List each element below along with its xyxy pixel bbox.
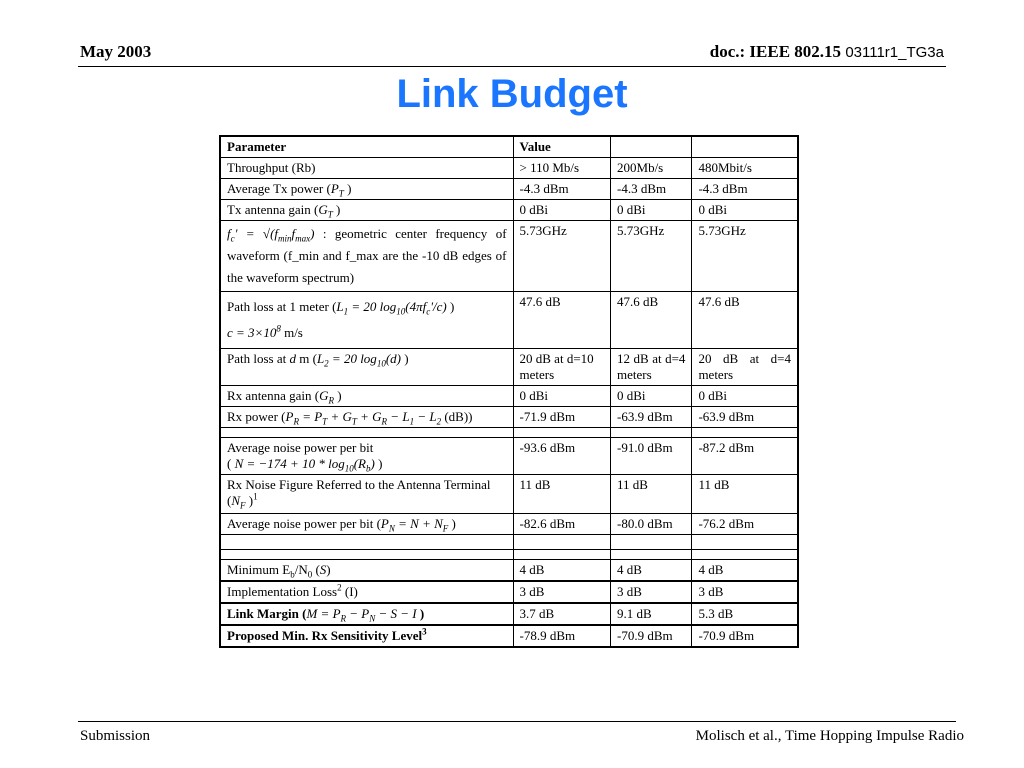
value-cell: -63.9 dBm (692, 407, 798, 428)
param-cell: Average Tx power ($P_T$ ) (220, 179, 513, 200)
value-cell: -78.9 dBm (513, 625, 611, 647)
header-rule (78, 66, 946, 67)
col-header-parameter: Parameter (220, 136, 513, 158)
table-row (220, 349, 798, 386)
param-cell: Tx antenna gain ($G_T$ ) (220, 200, 513, 221)
value-cell: 4 dB (611, 560, 692, 582)
param-cell: $f_c' = √(f_{min}f_{max})$ : geometric center frequency of waveform (f_min and f_max are the -10 dB edges of the waveform spectrum) (220, 221, 513, 292)
table-row (220, 625, 798, 647)
value-cell: 9.1 dB (611, 603, 692, 625)
param-cell: Throughput (Rb) (220, 158, 513, 179)
value-cell: 4 dB (692, 560, 798, 582)
table-row (220, 221, 798, 292)
param-cell: Average noise power per bit ( $N = -174 + 10 * \log_{10}(R_b)$ ) (220, 438, 513, 475)
value-cell: 3 dB (692, 581, 798, 603)
table-row (220, 292, 798, 349)
spacer-row (220, 535, 798, 550)
value-cell: 47.6 dB (611, 292, 692, 349)
value-cell: 3 dB (611, 581, 692, 603)
param-cell: Path loss at d m ($L_2 = 20$ $\log_{10}(d)$ ) (220, 349, 513, 386)
value-cell: > 110 Mb/s (513, 158, 611, 179)
math-expr: $L_2 = 20$ $\log_{10}(d)$ (316, 351, 401, 369)
table-row (220, 386, 798, 407)
value-cell: -76.2 dBm (692, 514, 798, 535)
value-cell: 47.6 dB (513, 292, 611, 349)
table-row (220, 514, 798, 535)
value-cell: 5.73GHz (513, 221, 611, 292)
math-note: $c = 3\times 10^8$ (227, 323, 281, 340)
param-cell: Implementation Loss$^2$ (I) (220, 581, 513, 603)
col-header-empty-1 (611, 136, 692, 158)
link-budget-table (219, 135, 799, 648)
footer-submission: Submission (80, 728, 151, 744)
param-cell: Proposed Min. Rx Sensitivity Level$^3$ (220, 625, 513, 647)
value-cell: 0 dBi (692, 386, 798, 407)
value-cell: 20 dB at d=4 meters (692, 349, 798, 386)
table-row (220, 179, 798, 200)
table-row (220, 560, 798, 582)
value-cell: 5.73GHz (611, 221, 692, 292)
doc-label: doc.: IEEE 802.15 (709, 42, 842, 61)
param-cell: Rx power ($P_R = P_T + G_T + G_R - L_1 - L_2$ (dB)) (220, 407, 513, 428)
math-expr: $M = P_R - P_N - S - I$ (306, 606, 417, 624)
value-cell: 11 dB (513, 475, 611, 514)
value-cell: 11 dB (692, 475, 798, 514)
spacer-row (220, 428, 798, 438)
value-cell: 0 dBi (611, 386, 692, 407)
value-cell: 480Mbit/s (692, 158, 798, 179)
value-cell: 0 dBi (513, 386, 611, 407)
slide-title: Link Budget (396, 72, 628, 116)
footer-rule (78, 721, 956, 722)
header-doc-id (710, 42, 944, 62)
value-cell: 5.73GHz (692, 221, 798, 292)
table-row (220, 603, 798, 625)
table-row (220, 200, 798, 221)
value-cell: -70.9 dBm (611, 625, 692, 647)
table-header-row (220, 136, 798, 158)
value-cell: -4.3 dBm (611, 179, 692, 200)
param-cell: Rx Noise Figure Referred to the Antenna Terminal ($N_F$ )$^1$ (220, 475, 513, 514)
param-cell: Average noise power per bit ($P_N = N + N_F$ ) (220, 514, 513, 535)
param-cell: Minimum $E_b/N_0$ (S) (220, 560, 513, 582)
math-expr: $N_F$ (231, 493, 246, 511)
value-cell: 3.7 dB (513, 603, 611, 625)
math-expr: $P_N = N + N_F$ (380, 516, 449, 534)
value-cell: -4.3 dBm (692, 179, 798, 200)
math-expr: $L_1 = 20$ $\log_{10}(4\pi f_c'/c)$ (336, 299, 447, 317)
col-header-empty-2 (692, 136, 798, 158)
math-expr: $P_R = P_T + G_T + G_R - L_1 - L_2$ (285, 409, 442, 427)
table-row (220, 158, 798, 179)
math-expr: $G_T$ (318, 202, 333, 220)
math-expr: $N = -174 + 10 * \log_{10}(R_b)$ (234, 456, 375, 474)
value-cell: 11 dB (611, 475, 692, 514)
footer-authors: Molisch et al., Time Hopping Impulse Radio (695, 728, 964, 744)
value-cell: 12 dB at d=4 meters (611, 349, 692, 386)
value-cell: 4 dB (513, 560, 611, 582)
value-cell: 5.3 dB (692, 603, 798, 625)
value-cell: 200Mb/s (611, 158, 692, 179)
value-cell: -70.9 dBm (692, 625, 798, 647)
value-cell: 0 dBi (611, 200, 692, 221)
value-cell: -93.6 dBm (513, 438, 611, 475)
table-row (220, 475, 798, 514)
value-cell: 47.6 dB (692, 292, 798, 349)
value-cell: 20 dB at d=10 meters (513, 349, 611, 386)
col-header-value: Value (513, 136, 611, 158)
value-cell: -63.9 dBm (611, 407, 692, 428)
spacer-row (220, 550, 798, 560)
value-cell: 0 dBi (513, 200, 611, 221)
value-cell: -82.6 dBm (513, 514, 611, 535)
math-expr: $G_R$ (319, 388, 334, 406)
value-cell: -71.9 dBm (513, 407, 611, 428)
value-cell: -4.3 dBm (513, 179, 611, 200)
table-row (220, 407, 798, 428)
value-cell: 3 dB (513, 581, 611, 603)
doc-number: 03111r1_TG3a (845, 44, 944, 61)
param-cell: Link Margin ($M = P_R - P_N - S - I$ ) (220, 603, 513, 625)
value-cell: -91.0 dBm (611, 438, 692, 475)
math-expr: $f_c' = √(f_{min}f_{max})$ (227, 226, 315, 244)
param-cell: Rx antenna gain ($G_R$ ) (220, 386, 513, 407)
param-cell: Path loss at 1 meter ($L_1 = 20$ $\log_{10}(4\pi f_c'/c)$ ) $c = 3\times 10^8$ m/s (220, 292, 513, 349)
value-cell: 0 dBi (692, 200, 798, 221)
header-date: May 2003 (80, 42, 152, 61)
math-expr: $P_T$ (330, 181, 344, 199)
table-row (220, 581, 798, 603)
value-cell: -80.0 dBm (611, 514, 692, 535)
table-row (220, 438, 798, 475)
value-cell: -87.2 dBm (692, 438, 798, 475)
